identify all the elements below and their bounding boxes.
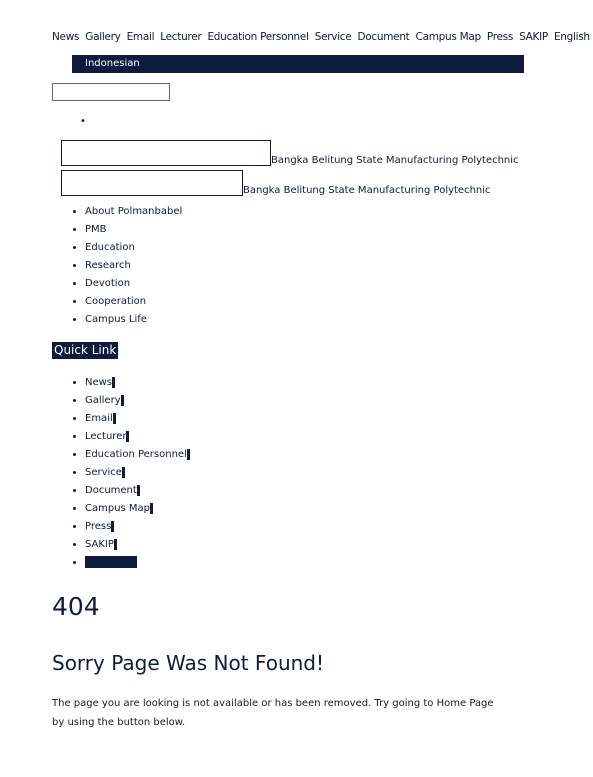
quick-link[interactable]: News [85, 377, 115, 388]
error-title: Sorry Page Was Not Found! [52, 651, 325, 675]
top-nav-english[interactable]: English [553, 31, 590, 43]
error-message: The page you are looking is not available or has been removed. Try going to Home Page by using the button below. [52, 698, 494, 728]
quick-item-news[interactable] [85, 374, 190, 392]
top-nav-document[interactable]: Document [357, 31, 410, 43]
menu-item-about[interactable] [85, 203, 182, 221]
top-nav-service[interactable]: Service [314, 31, 352, 43]
main-menu [72, 203, 182, 329]
language-option-indonesian[interactable]: Indonesian [85, 58, 140, 69]
logo-placeholder [61, 170, 243, 196]
error-code: 404 [52, 592, 100, 621]
top-nav-email[interactable]: Email [126, 31, 155, 43]
quick-link[interactable]: Education Personnel [85, 449, 190, 460]
quick-item-blank[interactable] [85, 554, 190, 572]
quick-item-sakip[interactable] [85, 536, 190, 554]
quick-link[interactable]: SAKIP [85, 539, 117, 550]
bullet-item: • [80, 116, 86, 127]
top-nav-campus-map[interactable]: Campus Map [415, 31, 481, 43]
quick-item-document[interactable] [85, 482, 190, 500]
menu-link[interactable]: PMB [85, 224, 107, 235]
quick-item-service[interactable] [85, 464, 190, 482]
language-bar [72, 55, 524, 73]
menu-item-pmb[interactable] [85, 221, 182, 239]
menu-link[interactable]: Research [85, 260, 131, 271]
quick-item-education-personnel[interactable] [85, 446, 190, 464]
brand-name: Bangka Belitung State Manufacturing Polytechnic [243, 185, 491, 196]
quick-link[interactable]: Service [85, 467, 125, 478]
menu-item-cooperation[interactable] [85, 293, 182, 311]
brand-name: Bangka Belitung State Manufacturing Polytechnic [271, 155, 519, 166]
menu-link[interactable]: Campus Life [85, 314, 147, 325]
logo-placeholder [61, 140, 271, 166]
brand-row-primary[interactable] [61, 140, 519, 166]
quick-item-press[interactable] [85, 518, 190, 536]
quick-link[interactable]: Document [85, 485, 140, 496]
menu-link[interactable]: Devotion [85, 278, 131, 289]
top-nav-education-personnel[interactable]: Education Personnel [207, 31, 309, 43]
menu-item-campus-life[interactable] [85, 311, 182, 329]
menu-link[interactable]: About Polmanbabel [85, 206, 183, 217]
top-nav-news[interactable]: News [52, 31, 80, 43]
quick-link[interactable]: Gallery [85, 395, 124, 406]
top-nav-gallery[interactable]: Gallery [85, 31, 121, 43]
search-input[interactable] [52, 83, 170, 101]
menu-item-devotion[interactable] [85, 275, 182, 293]
quick-item-email[interactable] [85, 410, 190, 428]
quick-link[interactable]: Campus Map [85, 503, 153, 514]
quick-link[interactable]: Press [85, 521, 114, 532]
menu-link[interactable]: Education [85, 242, 135, 253]
quick-link-title: Quick Link [54, 343, 117, 357]
menu-item-research[interactable] [85, 257, 182, 275]
quick-link-menu [72, 374, 190, 572]
quick-item-lecturer[interactable] [85, 428, 190, 446]
top-nav-press[interactable]: Press [486, 31, 514, 43]
brand-row-secondary[interactable] [61, 170, 491, 196]
top-navigation [52, 31, 593, 43]
menu-item-education[interactable] [85, 239, 182, 257]
dark-link-block[interactable] [85, 556, 137, 568]
quick-item-gallery[interactable] [85, 392, 190, 410]
quick-item-campus-map[interactable] [85, 500, 190, 518]
top-nav-lecturer[interactable]: Lecturer [160, 31, 202, 43]
top-nav-sakip[interactable]: SAKIP [519, 31, 548, 43]
quick-link[interactable]: Lecturer [85, 431, 129, 442]
menu-link[interactable]: Cooperation [85, 296, 147, 307]
quick-link[interactable]: Email [85, 413, 116, 424]
